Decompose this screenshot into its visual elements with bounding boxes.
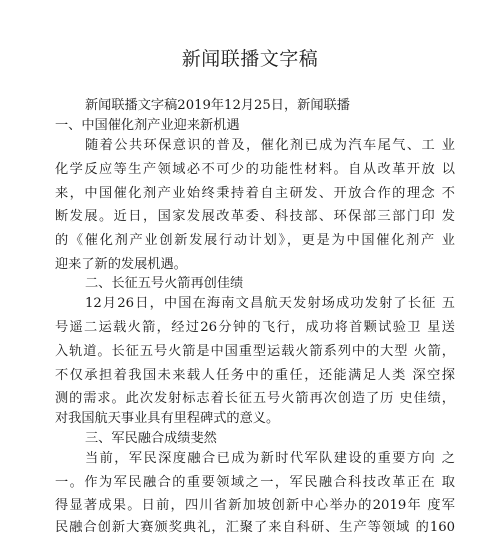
paragraph-line: 入轨道。长征五号火箭是中国重型运载火箭系列中的大型 火箭， [55,344,455,359]
document-intro: 新闻联播文字稿2019年12月25日，新闻联播 [85,98,350,113]
paragraph-line: 民融合创新大赛颁奖典礼，汇聚了来自科研、生产等领域 的160 [55,520,455,535]
paragraph-line: 号遥二运载火箭，经过26分钟的飞行，成功将首颗试验卫 星送 [55,320,455,335]
paragraph-line: 的《催化剂产业创新发展行动计划》，更是为中国催化剂产 业 [55,233,455,248]
paragraph-line: 化学反应等生产领域必不可少的功能性材料。自从改革开放 以 [55,162,455,177]
section-heading: 二、长征五号火箭再创佳绩 [85,276,244,291]
paragraph-line: 不仅承担着我国未来载人任务中的重任，还能满足人类 深空探 [55,368,455,383]
paragraph-line: 对我国航天事业具有里程碑式的意义。 [55,411,280,426]
paragraph-line: 测的需求。此次发射标志着长征五号火箭再次创造了历 史佳绩， [55,391,455,406]
paragraph-line: 当前，军民深度融合已成为新时代军队建设的重要方向 之 [85,451,455,466]
paragraph-line: 迎来了新的发展机遇。 [55,257,187,272]
paragraph-line: 一。作为军民融合的重要领域之一，军民融合科技改革正在 取 [55,475,455,490]
paragraph-line: 来，中国催化剂产业始终秉持着自主研发、开放合作的理念 不 [55,186,455,201]
document-title: 新闻联播文字稿 [181,48,319,70]
paragraph-line: 断发展。近日，国家发展改革委、科技部、环保部三部门印 发 [55,209,455,224]
paragraph-line: 得显著成果。日前，四川省新加坡创新中心举办的2019年 度军 [55,498,455,513]
section-heading: 三、军民融合成绩斐然 [85,431,217,446]
paragraph-line: 随着公共环保意识的普及，催化剂已成为汽车尾气、工 业 [85,138,455,153]
section-heading: 一、中国催化剂产业迎来新机遇 [55,118,240,133]
paragraph-line: 12月26日，中国在海南文昌航天发射场成功发射了长征 五 [85,296,455,311]
